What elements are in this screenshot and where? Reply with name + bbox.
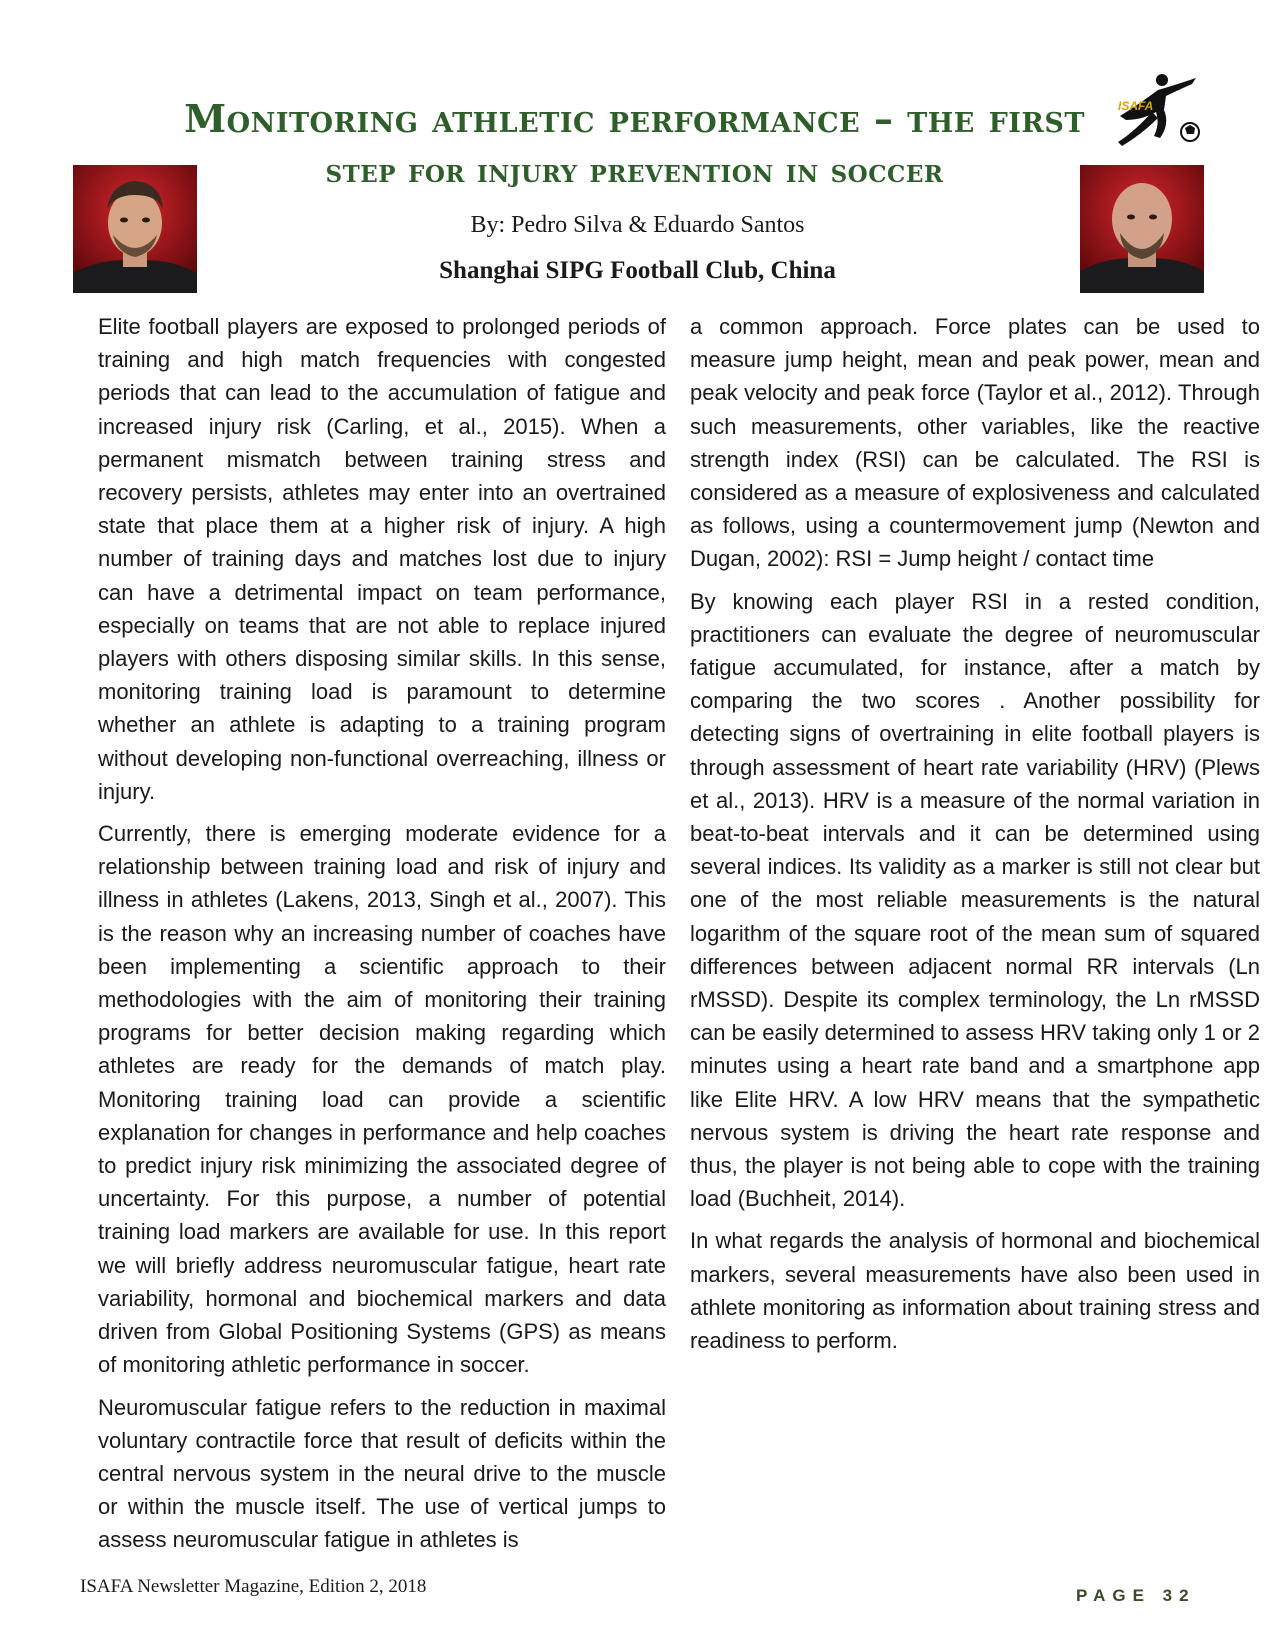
footer-publication: ISAFA Newsletter Magazine, Edition 2, 2018	[80, 1576, 427, 1597]
article-column-right	[690, 310, 1260, 1366]
page-number: PAGE 32	[1076, 1586, 1196, 1605]
paragraph: In what regards the analysis of hormonal and biochemical markers, several measurements have also been used in athlete monitoring as information about training stress and readiness to perform.	[690, 1228, 1260, 1354]
article-title-line-1: Monitoring athletic performance – the first	[184, 96, 1085, 141]
author-affiliation: Shanghai SIPG Football Club, China	[439, 257, 836, 284]
paragraph: Elite football players are exposed to prolonged periods of training and high match frequencies with congested periods that can lead to the accumulation of fatigue and increased injury risk (Carling, et al., 2015). When a permanent mismatch between training stress and recovery persists, athletes may enter into an overtrained state that place them at a higher risk of injury. A high number of training days and matches lost due to injury can have a detrimental impact on team performance, especially on teams that are not able to replace injured players with others disposing similar skills. In this sense, monitoring training load is paramount to determine whether an athlete is adapting to a training program without developing non-functional overreaching, illness or injury.	[98, 314, 666, 804]
article-title-line-2: step for injury prevention in soccer	[325, 151, 944, 190]
paragraph: Neuromuscular fatigue refers to the reduction in maximal voluntary contractile force that result of deficits within the central nervous system in the neural drive to the muscle or within the muscle itself. The use of vertical jumps to assess neuromuscular fatigue in athletes is	[98, 1394, 666, 1553]
author-portrait-right	[1080, 165, 1204, 293]
author-byline: By: Pedro Silva & Eduardo Santos	[470, 212, 805, 238]
paragraph: Currently, there is emerging moderate evidence for a relationship between training load and risk of injury and illness in athletes (Lakens, 2013, Singh et al., 2007). This is the reason why an increasing number of coaches have been implementing a scientific approach to their methodologies with the aim of monitoring their training programs for better decision making regarding which athletes are ready for the demands of match play. Monitoring training load can provide a scientific explanation for changes in performance and help coaches to predict injury risk minimizing the associated degree of uncertainty. For this purpose, a number of potential training load markers are available for use. In this report we will briefly address neuromuscular fatigue, heart rate variability, hormonal and biochemical markers and data driven from Global Positioning Systems (GPS) as means of monitoring athletic performance in soccer.	[98, 821, 666, 1378]
paragraph: By knowing each player RSI in a rested condition, practitioners can evaluate the degree of neuromuscular fatigue accumulated, for instance, after a match by comparing the two scores . Another possibility for detecting signs of overtraining in elite football players is through assessment of heart rate variability (HRV) (Plews et al., 2013). HRV is a measure of the normal variation in beat-to-beat intervals and it can be determined using several indices. Its validity as a marker is still not clear but one of the most reliable measurements is the natural logarithm of the square root of the mean sum of squared differences between adjacent normal RR intervals (Ln rMSSD). Despite its complex terminology, the Ln rMSSD can be easily determined to assess HRV taking only 1 or 2 minutes using a heart rate band and a smartphone app like Elite HRV. A low HRV means that the sympathetic nervous system is driving the heart rate response and thus, the player is not being able to cope with the training load (Buchheit, 2014).	[690, 588, 1260, 1212]
paragraph: a common approach. Force plates can be used to measure jump height, mean and peak power, mean and peak velocity and peak force (Taylor et al., 2012). Through such measurements, other variables, like the reactive strength index (RSI) can be calculated. The RSI is considered as a measure of explosiveness and calculated as follows, using a countermovement jump (Newton and Dugan, 2002): RSI = Jump height / contact time	[690, 314, 1260, 572]
isafa-logo	[1112, 72, 1202, 152]
article-column-left	[98, 310, 666, 1566]
svg-text:ISAFA: ISAFA	[1118, 99, 1154, 113]
author-portrait-left	[73, 165, 197, 293]
